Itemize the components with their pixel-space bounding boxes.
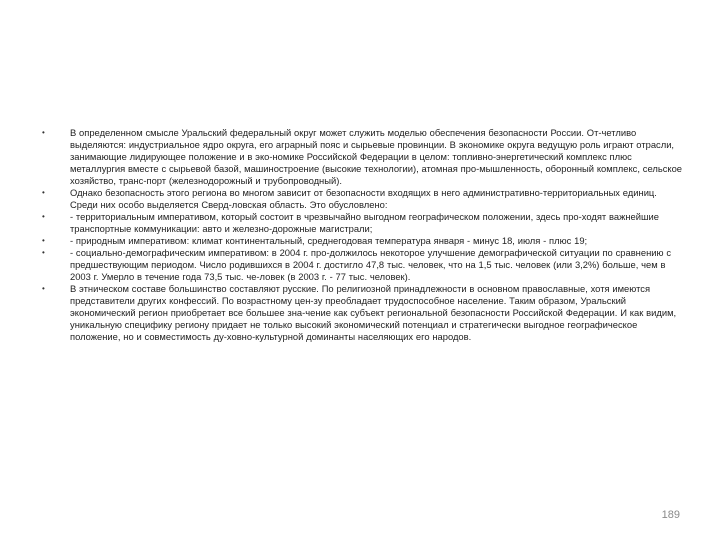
paragraph-text: В этническом составе большинство составляют русские. По религиозной принадлежности в основном православные, хотя имеются представители других конфессий. По возрастному цен-зу преобладает трудоспособное население. Таким образом, Уральский экономический регион приобретает все большее зна-чение как субъект региональной безопасности Российской Федерации. И как видим, уникальную специфику региону придает не только высокий экономический потенциал и стратегически выгодное географическое положение, но и совместимость ду-ховно-культурной доминанты населяющих его народов. — [70, 283, 677, 342]
paragraph-text: В определенном смысле Уральский федеральный округ может служить моделью обеспечения безопасности России. От-четливо выделяются: индустриальное ядро округа, его аграрный пояс и сырьевые провинции. В экономике округа ведущую роль играют отрасли, занимающие лидирующее положение и в эко-номике Российской Федерации в целом: топливно-энергетический комплекс плюс металлургия вместе с сырьевой базой, машиностроение (высокие технологии), атомная про-мышленность, оборонный комплекс, сельское хозяйство, транс-порт (железнодорожный и трубопроводный). — [70, 127, 683, 186]
page-number: 189 — [661, 509, 680, 521]
bullet-marker: • — [42, 212, 45, 221]
paragraph-text: - природным императивом: климат континентальный, среднегодовая температура января - минус 18, июля - плюс 19; — [70, 235, 588, 246]
bullet-item — [36, 235, 686, 247]
bullet-marker: • — [42, 188, 45, 197]
bullet-marker: • — [42, 284, 45, 293]
bullet-marker: • — [42, 248, 45, 257]
bullet-marker: • — [42, 236, 45, 245]
bullet-item — [36, 127, 686, 187]
bullet-list — [36, 127, 686, 343]
slide-body — [36, 127, 686, 343]
paragraph-text: - социально-демографическим императивом: в 2004 г. про-должилось некоторое улучшение демографической ситуации по сравнению с предшествующим периодом. Число родившихся в 2004 г. достигло 47,8 тыс. человек, что на 1,5 тыс. человек (или 3,2%) больше, чем в 2003 г. Умерло в течение года 73,5 тыс. че-ловек (в 2003 г. - 77 тыс. человек). — [70, 247, 672, 282]
bullet-marker: • — [42, 128, 45, 137]
bullet-item — [36, 187, 686, 211]
paragraph-text: - территориальным императивом, который состоит в чрезвычайно выгодном географическом положении, здесь про-ходят важнейшие транспортные коммуникации: авто и железно-дорожные магистрали; — [70, 211, 659, 234]
paragraph-text: Однако безопасность этого региона во многом зависит от безопасности входящих в него административно-территориальных единиц. Среди них особо выделяется Сверд-ловская область. Это обусловлено: — [70, 187, 657, 210]
bullet-item — [36, 211, 686, 235]
bullet-item — [36, 283, 686, 343]
bullet-item — [36, 247, 686, 283]
